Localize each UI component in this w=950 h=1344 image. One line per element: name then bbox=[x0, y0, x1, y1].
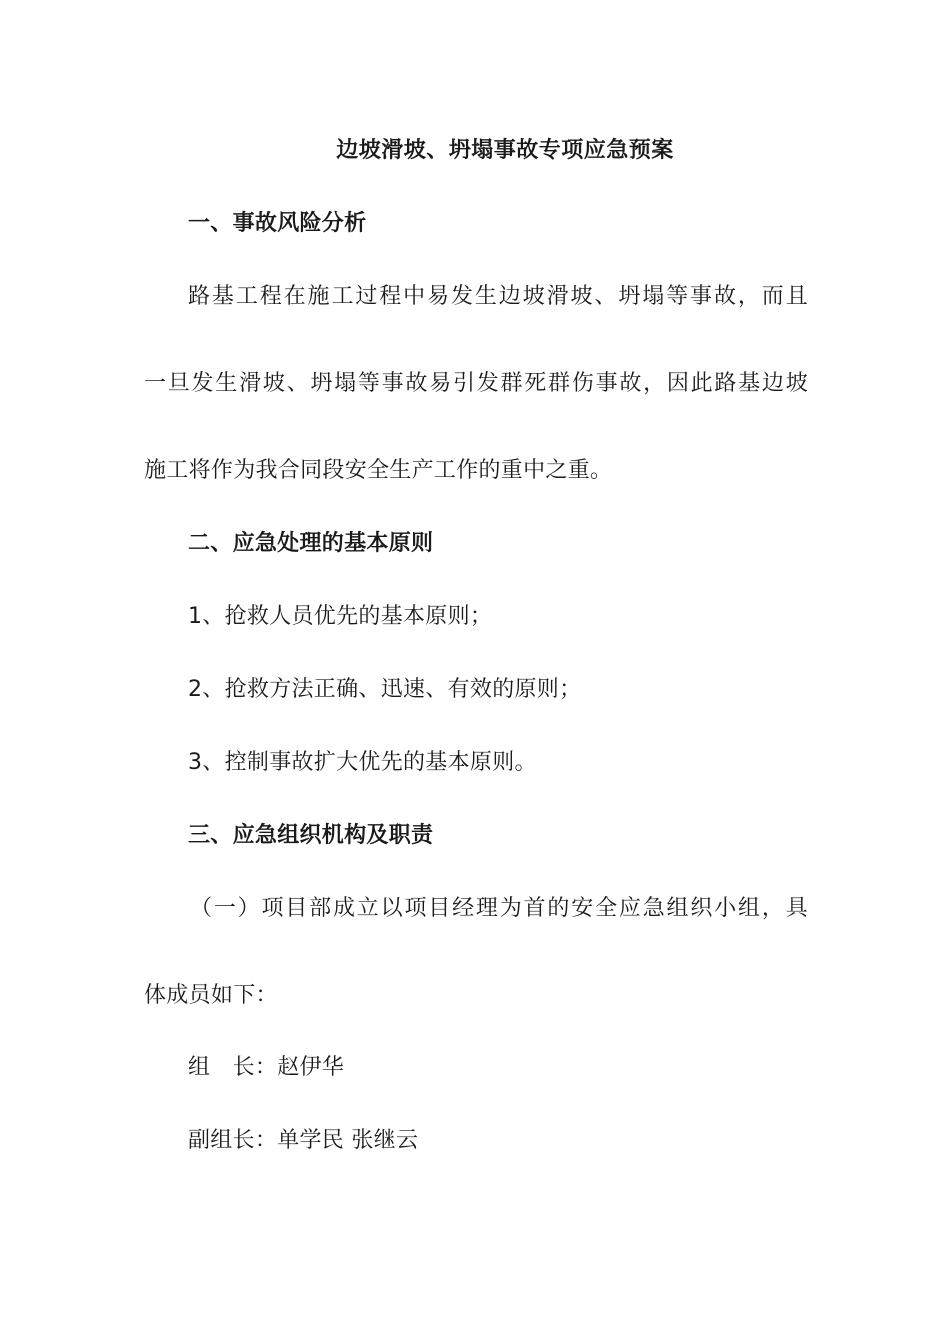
paragraph-line: 施工将作为我合同段安全生产工作的重中之重。 bbox=[144, 458, 613, 483]
paragraph-line: （一）项目部成立以项目经理为首的安全应急组织小组，具 bbox=[190, 896, 808, 921]
section-heading-principles: 二、应急处理的基本原则 bbox=[188, 531, 434, 556]
section-heading-organization: 三、应急组织机构及职责 bbox=[188, 823, 434, 848]
member-row-leader bbox=[188, 1053, 808, 1083]
section-heading-risk-analysis: 一、事故风险分析 bbox=[188, 211, 367, 236]
paragraph-line: 体成员如下： bbox=[144, 983, 278, 1008]
document-title: 边坡滑坡、坍塌事故专项应急预案 bbox=[336, 138, 674, 163]
member-names: 赵伊华 bbox=[277, 1055, 345, 1080]
list-item: 2、抢救方法正确、迅速、有效的原则； bbox=[188, 677, 582, 702]
member-row-deputy bbox=[188, 1126, 808, 1156]
list-item: 1、抢救人员优先的基本原则； bbox=[188, 604, 493, 629]
member-role: 组 长： bbox=[188, 1055, 278, 1080]
member-names: 单学民 张继云 bbox=[277, 1128, 419, 1153]
paragraph-line: 路基工程在施工过程中易发生边坡滑坡、坍塌等事故，而且 bbox=[188, 284, 808, 309]
list-item: 3、控制事故扩大优先的基本原则。 bbox=[188, 750, 537, 775]
member-role: 副组长： bbox=[188, 1128, 278, 1153]
paragraph-line: 一旦发生滑坡、坍塌等事故易引发群死群伤事故，因此路基边坡 bbox=[144, 371, 808, 396]
